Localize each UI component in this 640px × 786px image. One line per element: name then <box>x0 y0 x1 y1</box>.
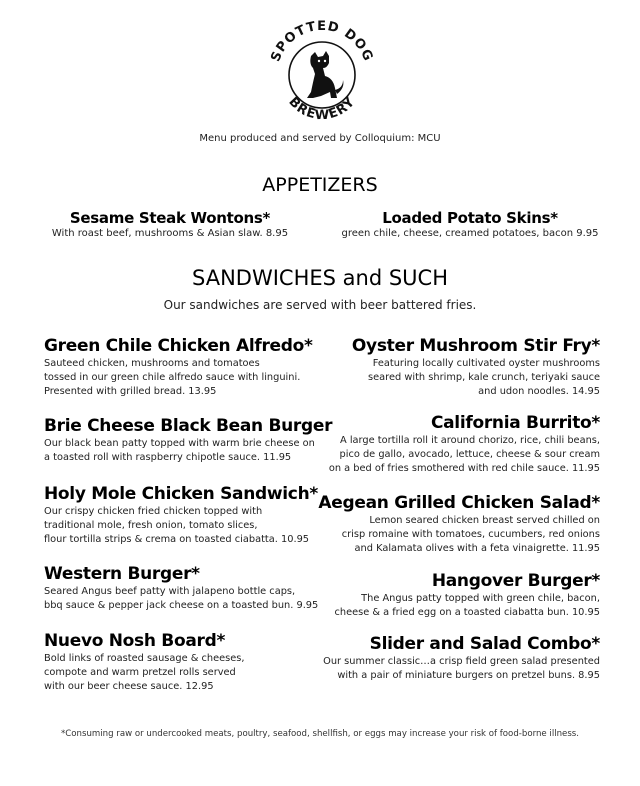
item-description: The Angus patty topped with green chile, bacon, cheese & a fried egg on a toasted ciabatta bun. 10.95 <box>334 593 600 618</box>
menu-item <box>44 335 344 399</box>
menu-item <box>300 570 600 620</box>
svg-text:BREWERY <box>285 95 358 124</box>
item-name: Oyster Mushroom Stir Fry* <box>351 336 600 356</box>
item-description: A large tortilla roll it around chorizo, rice, chili beans, pico de gallo, avocado, lettuce, cheese & sour cream on a bed of fries smothered with red chile sauce. 11.95 <box>328 435 600 474</box>
brewery-logo <box>263 16 381 134</box>
menu-item <box>44 415 344 465</box>
logo-top-text: SPOTTED DOG <box>268 18 376 64</box>
item-description: Featuring locally cultivated oyster mushrooms seared with shrimp, kale crunch, teriyaki sauce and udon noodles. 14.95 <box>368 358 600 397</box>
item-description: Sauteed chicken, mushrooms and tomatoes tossed in our green chile alfredo sauce with linguini. Presented with grilled bread. 13.95 <box>44 358 301 397</box>
dog-icon <box>307 51 343 98</box>
item-name: Holy Mole Chicken Sandwich* <box>44 484 318 504</box>
item-description: Our black bean patty topped with warm brie cheese on a toasted roll with raspberry chipotle sauce. 11.95 <box>44 438 315 463</box>
menu-item <box>44 630 344 694</box>
menu-item <box>332 209 608 241</box>
item-name: Slider and Salad Combo* <box>369 634 600 654</box>
menu-item <box>300 492 600 556</box>
food-safety-footnote: *Consuming raw or undercooked meats, poultry, seafood, shellfish, or eggs may increase your risk of food-borne illness. <box>60 729 580 739</box>
menu-item <box>300 633 600 683</box>
menu-item <box>300 335 600 399</box>
item-description: With roast beef, mushrooms & Asian slaw. 8.95 <box>51 228 289 239</box>
item-description: Lemon seared chicken breast served chilled on crisp romaine with tomatoes, cucumbers, red onions and Kalamata olives with a feta vinaigrette. 11.95 <box>341 515 600 554</box>
menu-item <box>40 209 300 241</box>
item-name: California Burrito* <box>430 413 600 433</box>
item-name: Hangover Burger* <box>431 571 600 591</box>
item-name: Green Chile Chicken Alfredo* <box>44 336 313 356</box>
sandwiches-subtitle: Our sandwiches are served with beer battered fries. <box>163 298 477 312</box>
item-name: Nuevo Nosh Board* <box>44 631 226 651</box>
item-description: green chile, cheese, creamed potatoes, bacon 9.95 <box>341 228 599 239</box>
appetizers-heading: APPETIZERS <box>262 174 378 196</box>
item-description: Bold links of roasted sausage & cheeses, compote and warm pretzel rolls served with our beer cheese sauce. 12.95 <box>44 653 245 692</box>
item-name: Sesame Steak Wontons* <box>69 209 271 227</box>
menu-item <box>44 563 344 613</box>
sandwiches-heading: SANDWICHES and SUCH <box>192 266 448 290</box>
item-description: Our crispy chicken fried chicken topped with traditional mole, fresh onion, tomato slices, flour tortilla strips & crema on toasted ciabatta. 10.95 <box>44 506 310 545</box>
menu-credit: Menu produced and served by Colloquium: MCU <box>199 133 441 144</box>
item-description: Our summer classic…a crisp field green salad presented with a pair of miniature burgers on pretzel buns. 8.95 <box>323 656 600 681</box>
menu-item <box>300 412 600 476</box>
logo-bottom-text: BREWERY <box>285 94 359 124</box>
item-name: Brie Cheese Black Bean Burger <box>44 416 333 436</box>
item-name: Loaded Potato Skins* <box>382 209 558 227</box>
item-name: Aegean Grilled Chicken Salad* <box>318 493 600 513</box>
item-description: Seared Angus beef patty with jalapeno bottle caps, bbq sauce & pepper jack cheese on a toasted bun. 9.95 <box>44 586 319 611</box>
menu-item <box>44 483 344 547</box>
item-name: Western Burger* <box>44 564 200 584</box>
